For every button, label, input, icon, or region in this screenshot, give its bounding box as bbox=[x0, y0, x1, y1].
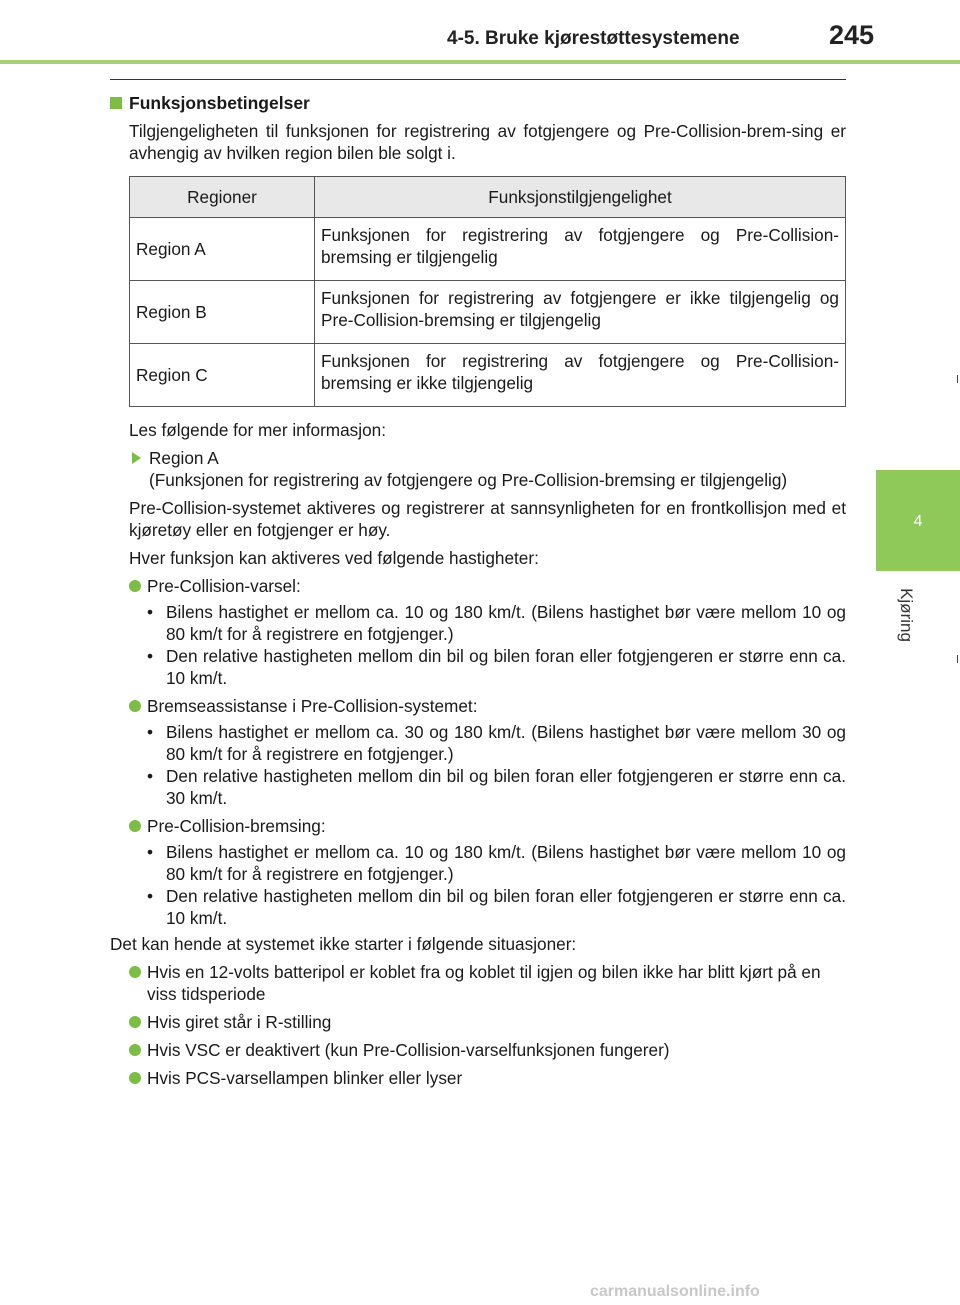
footer-watermark[interactable]: carmanualsonline.info bbox=[590, 1283, 760, 1300]
sub-list-item: • Den relative hastigheten mellom din bil og bilen foran eller fotgjengeren er større enn ca. 30 km/t. bbox=[147, 766, 846, 808]
region-cell: Region A bbox=[130, 218, 315, 281]
square-bullet-icon bbox=[110, 97, 122, 109]
chapter-number: 4 bbox=[913, 513, 923, 530]
sub-list-item: • Bilens hastighet er mellom ca. 10 og 180 km/t. (Bilens hastighet bør være mellom 10 og 80 km/t for å registrere en fotgjenger.) bbox=[147, 842, 846, 884]
margin-tick bbox=[957, 375, 958, 383]
region-cell: Region C bbox=[130, 344, 315, 407]
bullet-dot-icon bbox=[129, 1044, 141, 1056]
list-item: Hvis PCS-varsellampen blinker eller lyser bbox=[129, 1067, 846, 1089]
sub-bullet: • bbox=[147, 766, 154, 786]
table-row bbox=[130, 344, 846, 407]
table-row bbox=[130, 218, 846, 281]
read-more-text: Les følgende for mer informasjon: bbox=[129, 420, 386, 440]
function-title: Pre-Collision-bremsing: bbox=[147, 816, 326, 836]
list-item bbox=[129, 695, 846, 717]
header-rule bbox=[0, 60, 960, 64]
sub-list bbox=[147, 601, 846, 689]
section-heading bbox=[110, 92, 846, 114]
reference-item bbox=[129, 447, 846, 491]
reference-title: Region A bbox=[149, 448, 219, 468]
sub-bullet: • bbox=[147, 722, 154, 742]
sub-list-item: • Bilens hastighet er mellom ca. 30 og 180 km/t. (Bilens hastighet bør være mellom 30 og 80 km/t for å registrere en fotgjenger.) bbox=[147, 722, 846, 764]
list-item: Hvis giret står i R-stilling bbox=[129, 1011, 846, 1033]
sub-bullet: • bbox=[147, 842, 154, 862]
sub-bullet: • bbox=[147, 602, 154, 622]
content-rule bbox=[110, 79, 846, 80]
chapter-tab bbox=[876, 470, 960, 571]
sub-bullet: • bbox=[147, 886, 154, 906]
availability-cell: Funksjonen for registrering av fotgjengere er ikke tilgjengelig og Pre-Collision-bremsing er tilgjengelig bbox=[315, 281, 846, 344]
bullet-dot-icon bbox=[129, 966, 141, 978]
sub-list-item: • Den relative hastigheten mellom din bil og bilen foran eller fotgjengeren er større enn ca. 10 km/t. bbox=[147, 886, 846, 928]
situations-intro: Det kan hende at systemet ikke starter i følgende situasjoner: bbox=[110, 934, 577, 954]
bullet-dot-icon bbox=[129, 820, 141, 832]
description-paragraph: Pre-Collision-systemet aktiveres og registrerer at sannsynligheten for en frontkollisjon med et kjøretøy eller en fotgjenger er høy. bbox=[129, 498, 846, 540]
list-item: Hvis VSC er deaktivert (kun Pre-Collision-varselfunksjonen fungerer) bbox=[129, 1039, 846, 1061]
bullet-dot-icon bbox=[129, 1072, 141, 1084]
speeds-intro: Hver funksjon kan aktiveres ved følgende hastigheter: bbox=[129, 548, 539, 568]
sub-list-item: • Bilens hastighet er mellom ca. 10 og 180 km/t. (Bilens hastighet bør være mellom 10 og 80 km/t for å registrere en fotgjenger.) bbox=[147, 602, 846, 644]
section-title: 4-5. Bruke kjørestøttesystemene bbox=[447, 28, 740, 49]
margin-tick bbox=[957, 655, 958, 663]
sub-list bbox=[147, 841, 846, 929]
list-item bbox=[129, 815, 846, 837]
chapter-label: Kjøring bbox=[897, 588, 916, 642]
sub-list bbox=[147, 721, 846, 809]
arrow-right-icon bbox=[132, 452, 141, 464]
bullet-dot-icon bbox=[129, 580, 141, 592]
table-header: Regioner bbox=[130, 177, 315, 218]
sub-list-item: • Den relative hastigheten mellom din bil og bilen foran eller fotgjengeren er større enn ca. 10 km/t. bbox=[147, 646, 846, 688]
region-cell: Region B bbox=[130, 281, 315, 344]
intro-paragraph: Tilgjengeligheten til funksjonen for registrering av fotgjengere og Pre-Collision-brem-sing er avhengig av hvilken region bilen ble solgt i. bbox=[129, 121, 846, 163]
list-item bbox=[129, 575, 846, 597]
function-title: Bremseassistanse i Pre-Collision-systemet: bbox=[147, 696, 478, 716]
reference-detail: (Funksjonen for registrering av fotgjengere og Pre-Collision-bremsing er tilgjengelig) bbox=[149, 470, 788, 490]
function-title: Pre-Collision-varsel: bbox=[147, 576, 301, 596]
list-item: Hvis en 12-volts batteripol er koblet fra og koblet til igjen og bilen ikke har blitt kjørt på en viss tidsperiode bbox=[129, 961, 846, 1005]
availability-cell: Funksjonen for registrering av fotgjengere og Pre-Collision-bremsing er ikke tilgjengelig bbox=[315, 344, 846, 407]
regions-table bbox=[129, 176, 846, 407]
bullet-dot-icon bbox=[129, 1016, 141, 1028]
sub-bullet: • bbox=[147, 646, 154, 666]
section-heading-text: Funksjonsbetingelser bbox=[129, 93, 310, 113]
availability-cell: Funksjonen for registrering av fotgjengere og Pre-Collision-bremsing er tilgjengelig bbox=[315, 218, 846, 281]
table-header: Funksjonstilgjengelighet bbox=[315, 177, 846, 218]
main-content bbox=[110, 92, 846, 1093]
page-number: 245 bbox=[829, 20, 875, 50]
bullet-dot-icon bbox=[129, 700, 141, 712]
table-row bbox=[130, 281, 846, 344]
